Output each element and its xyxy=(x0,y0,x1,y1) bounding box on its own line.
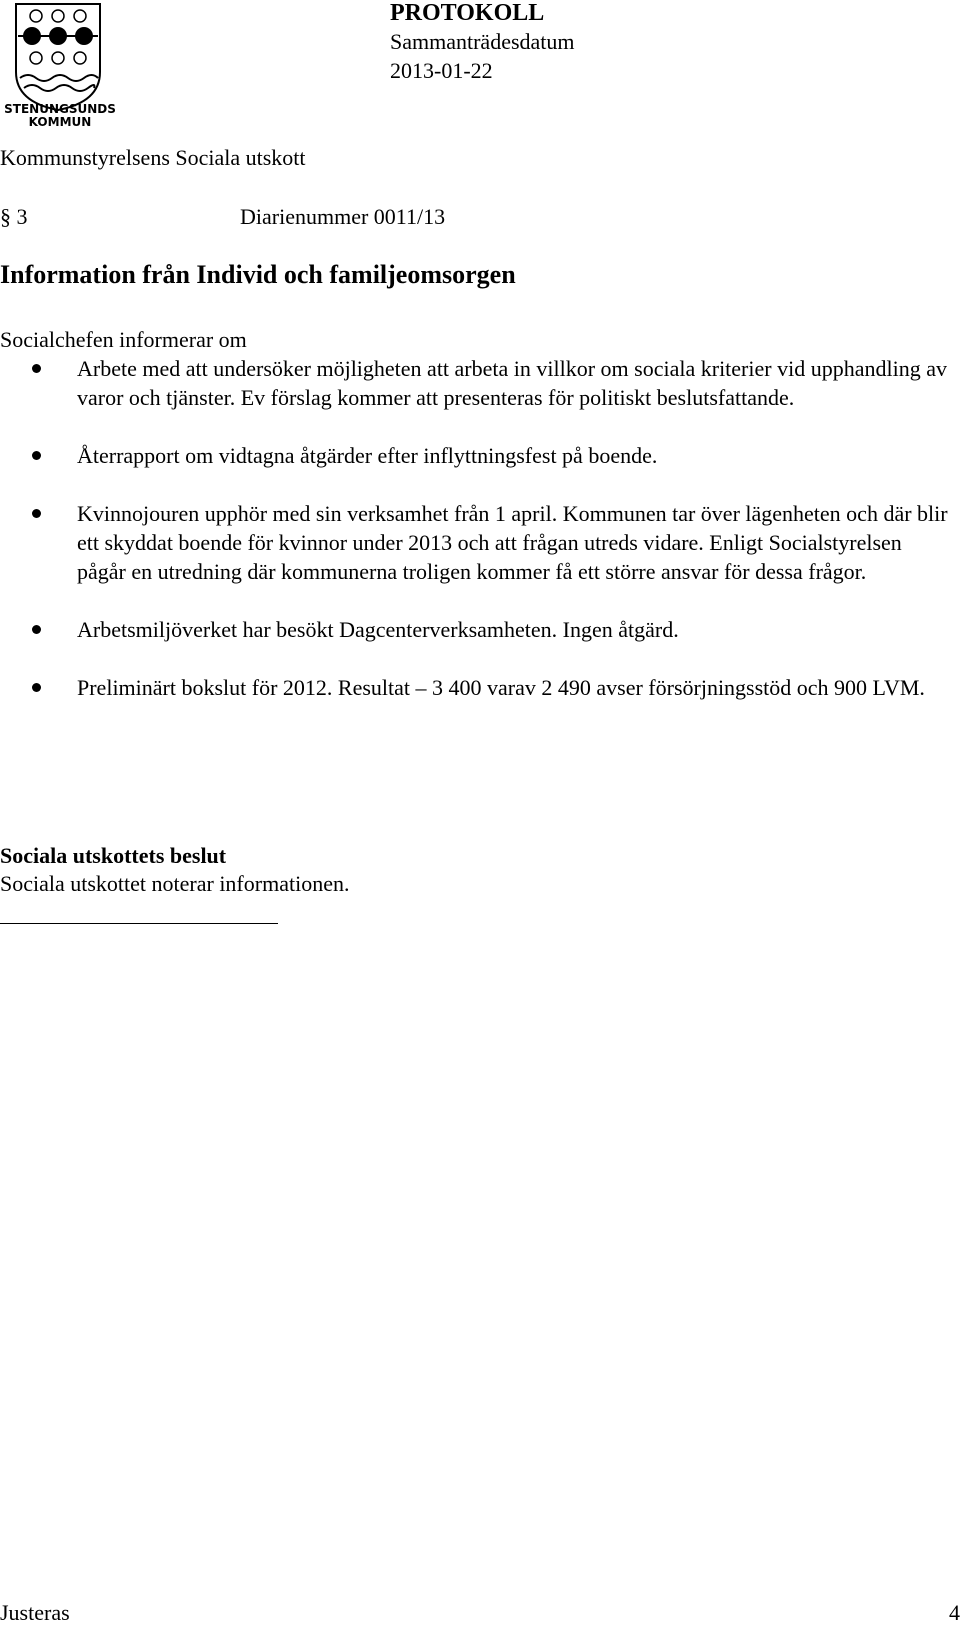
separator-line xyxy=(0,923,278,924)
list-item xyxy=(0,499,955,586)
coat-of-arms-icon xyxy=(4,2,116,128)
list-item-text: Återrapport om vidtagna åtgärder efter inflyttningsfest på boende. xyxy=(77,443,658,468)
meeting-date-label: Sammanträdesdatum xyxy=(390,29,575,54)
list-item-text: Preliminärt bokslut för 2012. Resultat – 3 400 varav 2 490 avser försörjningsstöd och 900 LVM. xyxy=(77,675,925,700)
municipality-logo xyxy=(4,2,116,128)
meeting-date: 2013-01-22 xyxy=(390,58,493,83)
logo-text-line2: KOMMUN xyxy=(28,115,92,128)
bullet-icon xyxy=(32,364,41,373)
diarienummer: Diarienummer 0011/13 xyxy=(240,204,446,229)
list-item xyxy=(0,673,955,702)
paragraph-number: § 3 xyxy=(0,204,28,229)
section-heading: Information från Individ och familjeomsorgen xyxy=(0,260,516,289)
bullet-icon xyxy=(32,451,41,460)
page-number: 4 xyxy=(949,1600,960,1625)
decision-heading: Sociala utskottets beslut xyxy=(0,843,227,868)
decision-text: Sociala utskottet noterar informationen. xyxy=(0,871,350,896)
logo-text-line1: STENUNGSUNDS xyxy=(4,102,116,116)
bullet-icon xyxy=(32,683,41,692)
document-header xyxy=(390,0,575,85)
document-title: PROTOKOLL xyxy=(390,0,545,26)
list-item-text: Arbete med att undersöker möjligheten att arbeta in villkor om sociala kriterier vid upphandling av varor och tjänster. Ev förslag kommer att presenteras för politiskt beslutsfattande. xyxy=(77,356,947,410)
intro-text: Socialchefen informerar om xyxy=(0,327,247,352)
committee-name: Kommunstyrelsens Sociala utskott xyxy=(0,145,306,170)
list-item-text: Arbetsmiljöverket har besökt Dagcenterverksamheten. Ingen åtgärd. xyxy=(77,617,679,642)
bullet-icon xyxy=(32,625,41,634)
bullet-icon xyxy=(32,509,41,518)
list-item xyxy=(0,615,955,644)
list-item xyxy=(0,354,955,412)
information-list xyxy=(0,354,955,731)
list-item-text: Kvinnojouren upphör med sin verksamhet från 1 april. Kommunen tar över lägenheten och där blir ett skyddat boende för kvinnor under 2013 och att frågan utreds vidare. Enligt Socialstyrelsen pågår en utredning där kommunerna troligen kommer få ett större ansvar för dessa frågor. xyxy=(77,501,948,584)
list-item xyxy=(0,441,955,470)
footer-justeras: Justeras xyxy=(0,1600,70,1625)
